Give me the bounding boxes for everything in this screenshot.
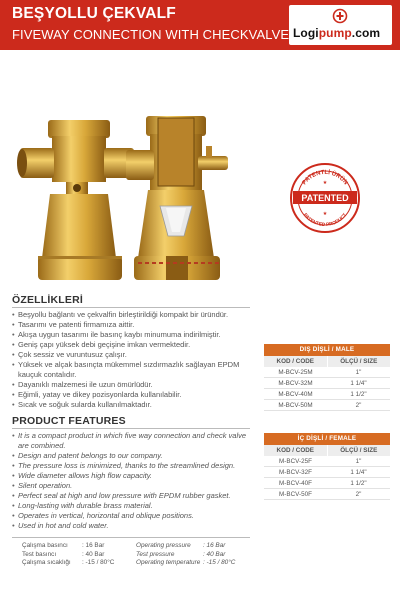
features-tr-title: ÖZELLİKLERİ	[12, 294, 84, 306]
cell-code: M-BCV-50M	[278, 402, 313, 409]
list-item: • Long-lasting with durable brass material.	[12, 501, 257, 511]
spec-row: Çalışma sıcaklığı : -15 / 80°C	[22, 559, 115, 566]
list-item: • Sıcak ve soğuk sularda kullanılmaktadır.	[12, 400, 257, 410]
list-item: • It is a compact product in which five way connection and check valve are combined.	[12, 431, 257, 451]
list-item: • Operates in vertical, horizontal and oblique positions.	[12, 511, 257, 521]
table-male-title: DIŞ DİŞLİ / MALE	[264, 344, 390, 356]
seal-top-text: PATENTLİ ÜRÜN	[301, 169, 349, 187]
divider	[12, 307, 250, 308]
list-item: • Perfect seal at high and low pressure with EPDM rubber gasket.	[12, 491, 257, 501]
list-item: • Dayanıklı malzemesi ile uzun ömürlüdür.	[12, 380, 257, 390]
product-title-tr: BEŞYOLLU ÇEKVALF	[12, 5, 176, 22]
cell-code: M-BCV-50F	[279, 491, 312, 498]
specs-tr	[22, 542, 114, 568]
list-item: • Tasarımı ve patenti firmamıza aittir.	[12, 320, 257, 330]
list-item: • Çok sessiz ve vuruntusuz çalışır.	[12, 350, 257, 360]
table-row	[264, 489, 390, 500]
table-header-row	[264, 445, 390, 456]
patented-seal	[289, 162, 361, 234]
cell-code: M-BCV-40M	[278, 391, 313, 398]
spec-row: Test pressure : 40 Bar	[136, 550, 226, 558]
table-male	[264, 344, 390, 411]
divider	[12, 537, 250, 538]
logo[interactable]	[289, 5, 392, 45]
features-en-title: PRODUCT FEATURES	[12, 415, 126, 427]
spec-row: Operating temperature : -15 / 80°C	[136, 559, 236, 566]
list-item: • Yüksek ve alçak basınçta mükemmel sızdırmazlık sağlayan EPDM kauçuk contalıdır.	[12, 360, 257, 380]
logo-text: Logipump.com	[293, 26, 381, 40]
seal-center-text: PATENTED	[301, 193, 349, 203]
list-item: • Beşyollu bağlantı ve çekvalfin birleştirildiği kompakt bir üründür.	[12, 310, 257, 320]
spec-row: Operating pressure : 16 Bar	[136, 542, 226, 549]
list-item: • Eğimli, yatay ve dikey pozisyonlarda kullanılabilir.	[12, 390, 257, 400]
cell-size: 1 1/4"	[350, 469, 367, 476]
spec-row: Test basıncı : 40 Bar	[22, 550, 105, 558]
specs-en	[136, 542, 235, 568]
cell-size: 1 1/2"	[350, 480, 367, 487]
valve-exterior	[17, 120, 137, 280]
list-item: • Akışa uygun tasarımı ile basınç kaybı minumuma indirilmiştir.	[12, 330, 257, 340]
header-banner	[0, 0, 400, 50]
cell-size: 1"	[355, 458, 362, 465]
col-size-header: ÖLÇÜ / SIZE	[340, 358, 378, 365]
table-row	[264, 389, 390, 400]
cell-size: 1"	[355, 369, 362, 376]
table-row	[264, 456, 390, 467]
cell-code: M-BCV-25M	[278, 369, 313, 376]
valve-cutaway	[126, 116, 228, 280]
list-item: • Used in hot and cold water.	[12, 521, 257, 531]
cell-code: M-BCV-32M	[278, 380, 313, 387]
table-row	[264, 400, 390, 411]
table-row	[264, 378, 390, 389]
product-title-en: FIVEWAY CONNECTION WITH CHECKVALVE	[12, 27, 290, 42]
list-item: • Geniş çapı yüksek debi geçişine imkan vermektedir.	[12, 340, 257, 350]
list-item: • Wide diameter allows high flow capacity.	[12, 471, 257, 481]
col-size-header: ÖLÇÜ / SIZE	[340, 447, 378, 454]
cell-size: 2"	[355, 491, 362, 498]
list-item: • Design and patent belongs to our company.	[12, 451, 257, 461]
features-tr-list	[12, 310, 257, 410]
col-code-header: KOD / CODE	[264, 356, 328, 367]
table-header-row	[264, 356, 390, 367]
seal-bottom-text: PATENTED PRODUCT	[301, 212, 349, 229]
table-female-title: İÇ DİŞLİ / FEMALE	[264, 433, 390, 445]
list-item: • The pressure loss is minimized, thanks to the streamlined design.	[12, 461, 257, 471]
list-item: • Silent operation.	[12, 481, 257, 491]
col-code-header: KOD / CODE	[264, 445, 328, 456]
cell-size: 1 1/4"	[350, 380, 367, 387]
divider	[12, 428, 250, 429]
pump-logo-icon	[332, 8, 348, 24]
cell-size: 2"	[355, 402, 362, 409]
product-image	[8, 108, 238, 286]
table-row	[264, 478, 390, 489]
cell-size: 1 1/2"	[350, 391, 367, 398]
spec-row: Çalışma basıncı : 16 Bar	[22, 542, 105, 549]
star-icon: ★	[322, 180, 328, 186]
star-icon: ★	[322, 211, 328, 217]
features-en-list	[12, 431, 257, 531]
cell-code: M-BCV-25F	[279, 458, 312, 465]
table-row	[264, 467, 390, 478]
table-female	[264, 433, 390, 500]
cell-code: M-BCV-40F	[279, 480, 312, 487]
cell-code: M-BCV-32F	[279, 469, 312, 476]
table-row	[264, 367, 390, 378]
